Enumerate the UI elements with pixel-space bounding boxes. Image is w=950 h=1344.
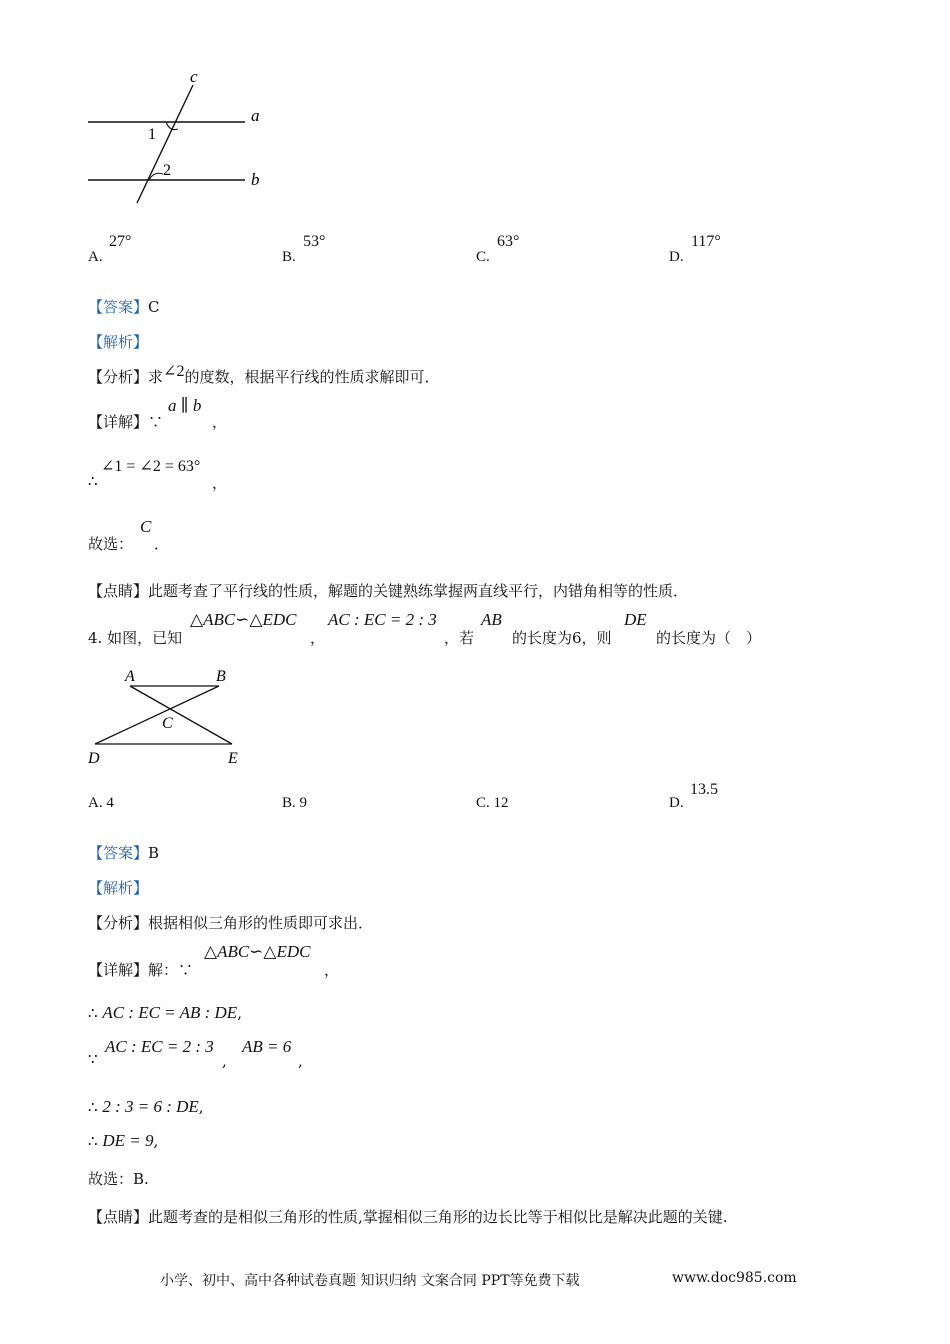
- q3-dianjing: [88, 580, 688, 601]
- answer-value: B: [148, 844, 160, 862]
- q3-answer: [88, 296, 160, 317]
- step-4: [88, 1131, 158, 1151]
- step-1-comma: ,: [237, 1004, 242, 1022]
- choose-period: ．: [154, 535, 170, 553]
- label-c: c: [190, 67, 198, 86]
- q4-stem-b: ，若: [444, 629, 475, 647]
- step-2-comma-a: ,: [222, 1052, 227, 1070]
- point-e: E: [228, 750, 238, 767]
- because-symbol: ∵: [148, 413, 164, 431]
- q4-option-c: [476, 795, 509, 812]
- segment-ae: [130, 686, 232, 744]
- therefore-symbol: ∴: [88, 1098, 98, 1116]
- q3-option-d-label: D.: [669, 249, 684, 265]
- point-d: D: [88, 750, 100, 767]
- q4-choose: 故选：B.: [88, 1170, 149, 1188]
- q4-option-d-value: 13.5: [690, 781, 718, 798]
- q4-de: DE: [624, 610, 647, 629]
- step-4-eq: DE = 9: [102, 1131, 154, 1150]
- q4-stem-a: 4. 如图，已知: [88, 629, 183, 647]
- q4-option-c-label: C.: [476, 795, 490, 811]
- footer-url[interactable]: www.doc985.com: [672, 1270, 797, 1286]
- q3-option-b-label: B.: [282, 249, 296, 265]
- q4-option-a-label: A.: [88, 795, 103, 811]
- dianjing-tag: 【点睛】: [88, 1208, 149, 1226]
- choose-value: C: [140, 517, 152, 536]
- comma-2: ，: [212, 474, 228, 492]
- because-symbol: ∵: [88, 1050, 98, 1068]
- therefore-symbol: ∴: [88, 1004, 98, 1022]
- q4-similar: △ABC∽△EDC: [190, 610, 297, 629]
- q4-fenxi: [88, 912, 373, 933]
- fenxi-angle: ∠2: [163, 363, 185, 380]
- angle-equation: ∠1 = ∠2 = 63°: [101, 458, 201, 475]
- step-2-ratio: AC : EC = 2 : 3: [105, 1037, 214, 1056]
- q3-option-a-value: 27°: [109, 233, 132, 250]
- label-b: b: [251, 170, 260, 189]
- therefore-symbol: ∴: [88, 472, 98, 490]
- label-a: a: [251, 106, 260, 125]
- q3-xiangjie: [88, 411, 163, 432]
- q4-option-b-value: 9: [299, 795, 308, 811]
- answer-tag: 【答案】: [88, 844, 149, 862]
- q3-option-a-label: A.: [88, 249, 103, 265]
- choose-label: 故选：: [88, 535, 134, 553]
- jie-label: 解：∵: [148, 961, 194, 979]
- q4-answer: [88, 842, 159, 863]
- line-c: [137, 85, 193, 203]
- step-2-ab: AB = 6: [242, 1037, 292, 1056]
- answer-tag: 【答案】: [88, 298, 149, 316]
- q3-option-b-value: 53°: [303, 233, 326, 250]
- q4-similar-2: △ABC∽△EDC: [204, 942, 311, 961]
- step-2-comma-b: ,: [298, 1052, 303, 1070]
- label-1: 1: [148, 126, 156, 143]
- fenxi-post: 的度数，根据平行线的性质求解即可．: [184, 368, 440, 386]
- step-3-comma: ,: [198, 1098, 204, 1116]
- footer-text: 小学、初中、高中各种试卷真题 知识归纳 文案合同 PPT等免费下载: [160, 1273, 580, 1289]
- q4-option-c-value: 12: [493, 795, 509, 811]
- q4-dianjing: [88, 1206, 728, 1227]
- similar-triangles-figure: [82, 665, 252, 770]
- q4-option-a-value: 4: [106, 795, 114, 811]
- segment-bd: [95, 686, 219, 744]
- step-1-eq: AC : EC = AB : DE: [102, 1003, 238, 1022]
- q4-comma: ，: [310, 629, 326, 647]
- fenxi-text: 根据相似三角形的性质即可求出．: [148, 914, 374, 932]
- point-a: A: [125, 668, 135, 685]
- xiangjie-tag: 【详解】: [88, 413, 149, 431]
- q4-stem-d: 的长度为（ ）: [656, 629, 762, 647]
- point-b: B: [216, 668, 226, 685]
- step-1: [88, 1003, 242, 1023]
- q4-option-b-label: B.: [282, 795, 296, 811]
- q4-analysis-tag: 【解析】: [88, 879, 149, 897]
- q4-ab: AB: [481, 610, 502, 629]
- comma: ，: [324, 961, 340, 979]
- parallel-statement: a ∥ b: [168, 396, 202, 415]
- comma-1: ，: [212, 413, 228, 431]
- q4-option-a: [88, 795, 114, 812]
- step-3-eq: 2 : 3 = 6 : DE: [102, 1097, 199, 1116]
- label-2: 2: [163, 162, 171, 179]
- q4-option-d-label: D.: [669, 795, 684, 811]
- dianjing-text: 此题考查了平行线的性质，解题的关键熟练掌握两直线平行，内错角相等的性质．: [148, 582, 689, 600]
- therefore-symbol: ∴: [88, 1132, 98, 1150]
- fenxi-tag: 【分析】: [88, 914, 149, 932]
- answer-value: C: [148, 298, 160, 316]
- step-3: [88, 1097, 204, 1117]
- dianjing-text: 此题考查的是相似三角形的性质,掌握相似三角形的边长比等于相似比是解决此题的关键.: [148, 1208, 728, 1226]
- q3-option-c-value: 63°: [497, 233, 520, 250]
- q4-stem-c: 的长度为6，则: [512, 629, 612, 647]
- q4-option-b: [282, 795, 307, 812]
- fenxi-pre: 求: [148, 368, 164, 386]
- q3-analysis-tag: 【解析】: [88, 333, 149, 351]
- q3-fenxi: [88, 363, 440, 387]
- q4-ratio: AC : EC = 2 : 3: [328, 610, 437, 629]
- parallel-lines-figure: [80, 65, 280, 210]
- q3-option-d-value: 117°: [691, 233, 721, 250]
- q3-option-c-label: C.: [476, 249, 490, 265]
- q4-xiangjie: [88, 959, 193, 980]
- xiangjie-tag: 【详解】: [88, 961, 149, 979]
- point-c: C: [162, 715, 173, 732]
- step-4-comma: ,: [153, 1132, 159, 1150]
- fenxi-tag: 【分析】: [88, 368, 149, 386]
- dianjing-tag: 【点睛】: [88, 582, 149, 600]
